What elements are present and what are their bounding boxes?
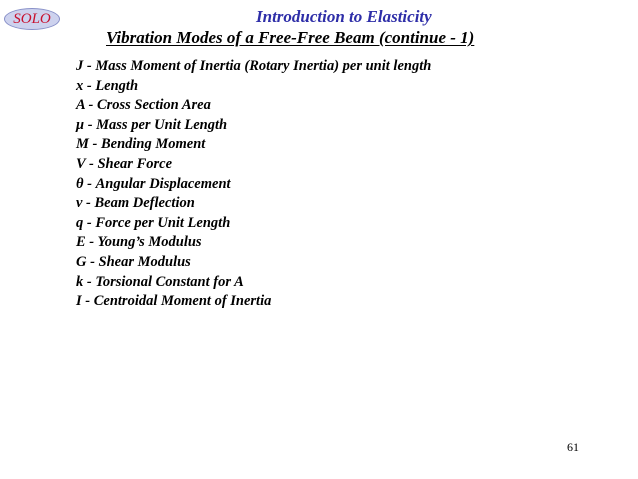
solo-logo <box>4 8 60 30</box>
symbol-definition-row: v - Beam Deflection <box>76 195 195 212</box>
section-title: Introduction to Elasticity <box>256 7 432 26</box>
page-number: 61 <box>567 440 579 454</box>
slide-title: Vibration Modes of a Free-Free Beam (continue - 1) <box>106 28 475 47</box>
symbol-definition-row: V - Shear Force <box>76 155 173 172</box>
symbol-definition-row: μ - Mass per Unit Length <box>76 116 228 133</box>
symbol-definition-row: x - Length <box>76 77 139 94</box>
symbol-definition-row: E - Young’s Modulus <box>76 234 202 251</box>
symbol-definition-row: G - Shear Modulus <box>76 253 191 270</box>
symbol-definition-row: I - Centroidal Moment of Inertia <box>76 293 272 310</box>
symbol-definition-row: M - Bending Moment <box>76 136 206 153</box>
symbol-definition-list <box>76 57 431 312</box>
symbol-definition-row: J - Mass Moment of Inertia (Rotary Inertia) per unit length <box>76 58 432 74</box>
solo-logo-text: SOLO <box>13 10 51 27</box>
symbol-definition-row: q - Force per Unit Length <box>76 214 231 231</box>
symbol-definition-row: A - Cross Section Area <box>76 97 211 114</box>
symbol-definition-row: k - Torsional Constant for A <box>76 273 244 290</box>
symbol-definition-row: θ - Angular Displacement <box>76 175 231 192</box>
